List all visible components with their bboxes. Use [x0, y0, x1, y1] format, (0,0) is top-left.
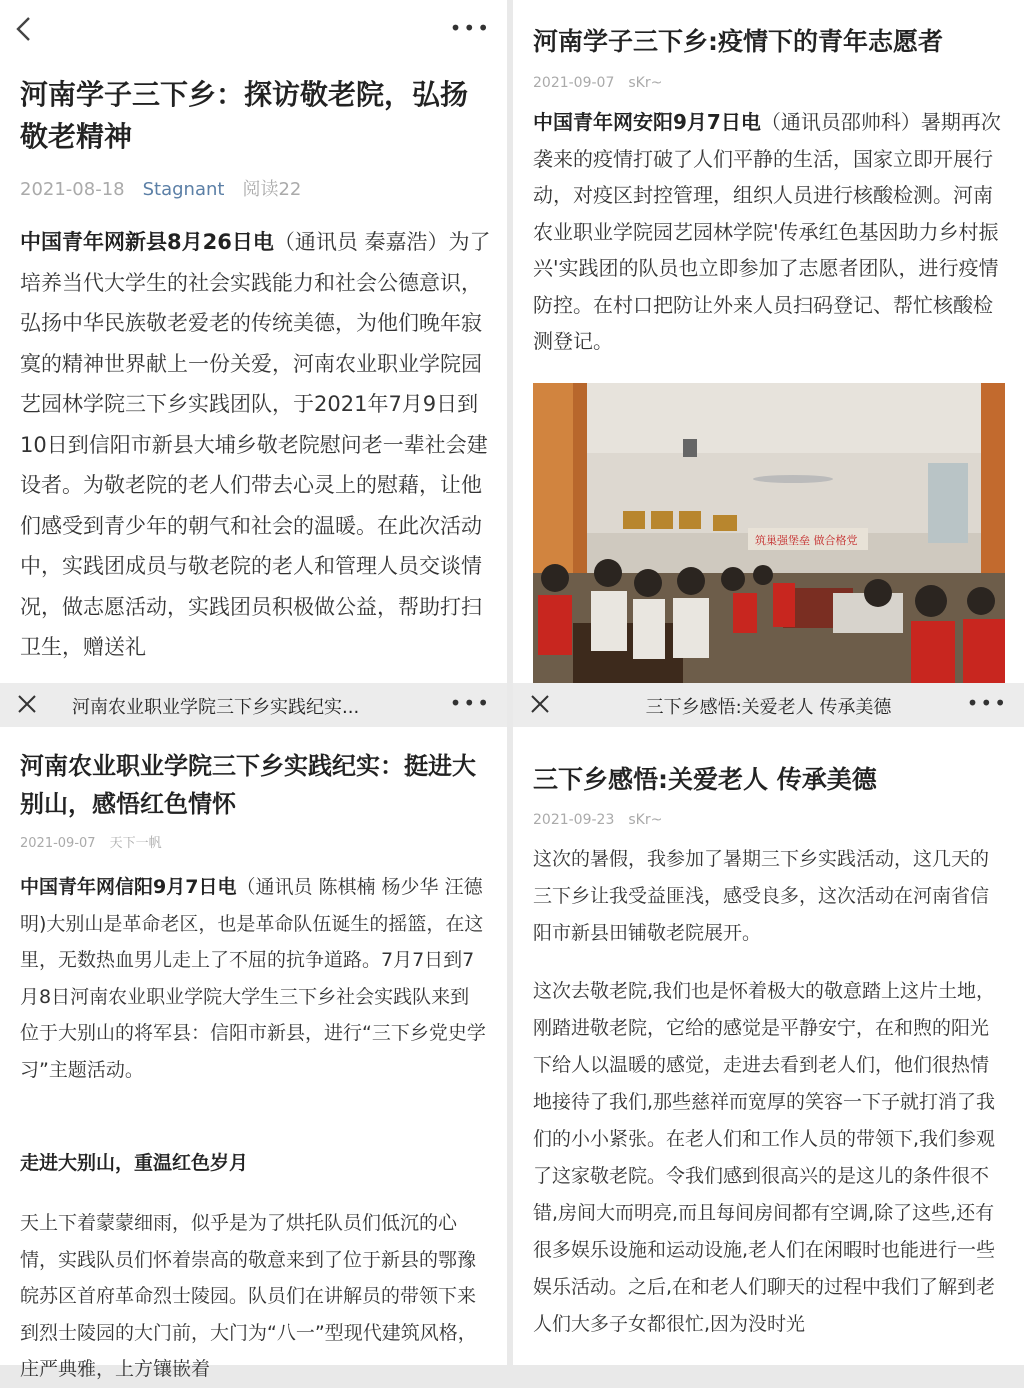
- section-heading: 走进大别山，重温红色岁月: [20, 1152, 249, 1174]
- close-icon[interactable]: [16, 693, 38, 715]
- article-panel-3: [0, 683, 507, 1380]
- article-text: （通讯员邵帅科）暑期再次袭来的疫情打破了人们平静的生活，国家立即开展行动，对疫区封控管理，组织人员进行核酸检测。河南农业职业学院园艺园林学院'传承红色基因助力乡村振兴'实践团的队员也立即参加了志愿者团队，进行疫情防控。在村口把防让外来人员扫码登记、帮忙核酸检测登记。: [533, 110, 1001, 353]
- more-options-icon[interactable]: •••: [449, 691, 491, 715]
- read-count: 阅读22: [242, 179, 302, 200]
- article-panel-2: [513, 0, 1024, 683]
- article-lead: 中国青年网安阳9月7日电: [533, 110, 761, 134]
- more-options-icon[interactable]: •••: [966, 691, 1008, 715]
- back-chevron-icon[interactable]: [12, 14, 36, 44]
- photo-banner-text: 筑巢强堡垒 做合格党: [755, 534, 858, 547]
- article-paragraph-2: 这次去敬老院,我们也是怀着极大的敬意踏上这片土地，刚踏进敬老院，它给的感觉是平静安宁，在和煦的阳光下给人以温暖的感觉，走进去看到老人们，他们很热情地接待了我们,那些慈祥而宽厚的笑容一下子就打消了我们的小小紧张。在老人们和工作人员的带领下,我们参观了这家敬老院。令我们感到很高兴的是这儿的条件很不错,房间大而明亮,而且每间房间都有空调,除了这些,还有很多娱乐设施和运动设施,老人们在闲暇时也能进行一些娱乐活动。之后,在和老人们聊天的过程中我们了解到老人们大多子女都很忙,因为没时光: [533, 980, 996, 1335]
- article-date: 2021-08-18: [20, 179, 125, 200]
- article-title: 三下乡感悟:关爱老人 传承美德: [533, 765, 877, 794]
- author-name[interactable]: 天下一帆: [109, 836, 162, 851]
- article-date: 2021-09-07: [20, 836, 96, 851]
- window-title-bar: [513, 683, 1024, 727]
- article-title: 河南学子三下乡：探访敬老院，弘扬敬老精神: [20, 78, 469, 153]
- article-date: 2021-09-07: [533, 75, 615, 91]
- article-panel-4: [513, 683, 1024, 1365]
- article-meta: [20, 176, 301, 204]
- article-text: （通讯员 陈棋楠 杨少华 汪德明)大别山是革命老区，也是革命队伍诞生的摇篮，在这里，无数热血男儿走上了不屈的抗争道路。7月7日到7月8日河南农业职业学院大学生三下乡社会实践队来到位于大别山的将军县：信阳市新县，进行“三下乡党史学习”主题活动。: [20, 876, 486, 1081]
- article-body: [533, 104, 1009, 360]
- article-text: （通讯员 秦嘉浩）为了培养当代大学生的社会实践能力和社会公德意识，弘扬中华民族敬老爱老的传统美德，为他们晚年寂寞的精神世界献上一份关爱，河南农业职业学院园艺园林学院三下乡实践团队，于2021年7月9日到10日到信阳市新县大埔乡敬老院慰问老一辈社会建设者。为敬老院的老人们带去心灵上的慰藉，让他们感受到青少年的朝气和社会的温暖。在此次活动中，实践团成员与敬老院的老人和管理人员交谈情况，做志愿活动，实践团员积极做公益，帮助打扫卫生，赠送礼: [20, 230, 491, 659]
- author-name[interactable]: sKr~: [628, 75, 663, 91]
- article-paragraph-1: 这次的暑假，我参加了暑期三下乡实践活动，这几天的三下乡让我受益匪浅，感受良多，这次活动在河南省信阳市新县田铺敬老院展开。: [533, 848, 990, 944]
- author-link[interactable]: Stagnant: [142, 179, 225, 200]
- article-title: 河南学子三下乡:疫情下的青年志愿者: [533, 27, 943, 56]
- article-meta: [20, 833, 162, 855]
- article-body: [20, 222, 492, 668]
- article-lead: 中国青年网信阳9月7日电: [20, 876, 237, 898]
- article-meta: [533, 809, 662, 831]
- volunteers-meeting-photo: [533, 383, 1005, 683]
- article-title: 河南农业职业学院三下乡实践纪实：挺进大别山，感悟红色情怀: [20, 752, 476, 818]
- author-name[interactable]: sKr~: [628, 812, 663, 828]
- article-date: 2021-09-23: [533, 812, 615, 828]
- article-panel-1: [0, 0, 507, 683]
- article-body: [20, 869, 488, 1088]
- article-body-continued: 天上下着蒙蒙细雨，似乎是为了烘托队员们低沉的心情，实践队员们怀着崇高的敬意来到了位于新县的鄂豫皖苏区首府革命烈士陵园。队员们在讲解员的带领下来到烈士陵园的大门前，大门为“八一”型现代建筑风格，庄严典雅，上方镶嵌着: [20, 1212, 477, 1380]
- window-title-bar: [0, 683, 507, 727]
- article-meta: [533, 72, 662, 94]
- window-title: 三下乡感悟:关爱老人 传承美德: [645, 697, 892, 718]
- window-title: 河南农业职业学院三下乡实践纪实...: [72, 697, 360, 718]
- article-lead: 中国青年网新县8月26日电: [20, 230, 274, 254]
- more-options-icon[interactable]: •••: [449, 16, 491, 40]
